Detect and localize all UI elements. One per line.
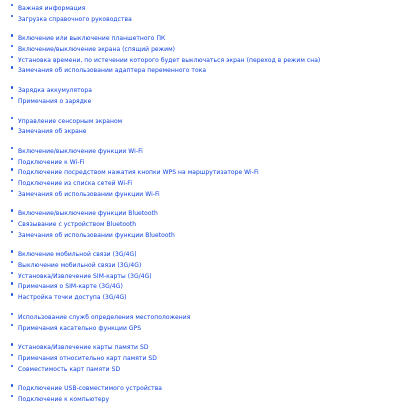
topic-link[interactable]: Замечания об использовании функции Wi-Fi xyxy=(18,190,160,198)
topic-link[interactable]: Важная информация xyxy=(18,5,86,12)
topic-link[interactable]: Установка/Извлечение SIM-карты (3G/4G) xyxy=(18,272,152,280)
bullet-icon xyxy=(11,209,13,211)
topic-group xyxy=(0,205,400,237)
topic-group xyxy=(0,82,400,103)
bullet-icon xyxy=(11,282,13,284)
list-item xyxy=(11,380,400,391)
topic-link[interactable]: Примечания о SIM-карте (3G/4G) xyxy=(18,283,123,291)
topic-link[interactable]: Примечания относительно карт памяти SD xyxy=(18,354,157,362)
bullet-icon xyxy=(11,97,13,99)
topic-link[interactable]: Установка/Извлечение карты памяти SD xyxy=(18,344,149,352)
list-item xyxy=(11,52,400,63)
list-item xyxy=(11,164,400,175)
topic-link[interactable]: Совместимость карт памяти SD xyxy=(18,365,121,373)
list-item xyxy=(11,11,400,22)
topic-link[interactable]: Включение или выключение планшетного ПК xyxy=(18,35,166,43)
bullet-icon xyxy=(11,231,13,233)
list-item xyxy=(11,361,400,372)
topic-group xyxy=(0,0,400,21)
list-item xyxy=(11,227,400,238)
list-item xyxy=(11,257,400,268)
topic-group xyxy=(0,246,400,302)
bullet-icon xyxy=(11,158,13,160)
list-item xyxy=(11,175,400,186)
bullet-icon xyxy=(11,324,13,326)
topic-link[interactable]: Включение мобильной связи (3G/4G) xyxy=(18,251,137,259)
topic-link[interactable]: Загрузка справочного руководства xyxy=(18,15,132,23)
bullet-icon xyxy=(11,384,13,386)
bullet-icon xyxy=(11,15,13,17)
topic-group xyxy=(0,309,400,330)
bullet-icon xyxy=(11,34,13,36)
bullet-icon xyxy=(11,168,13,170)
bullet-icon xyxy=(11,395,13,397)
topic-link[interactable]: Настройка точки доступа (3G/4G) xyxy=(18,294,127,302)
list-item xyxy=(11,320,400,331)
bullet-icon xyxy=(11,127,13,129)
bullet-icon xyxy=(11,86,13,88)
bullet-icon xyxy=(11,261,13,263)
list-item xyxy=(11,205,400,216)
list-item xyxy=(11,350,400,361)
list-item xyxy=(11,278,400,289)
topic-link[interactable]: Замечания об использовании функции Bluetooth xyxy=(18,231,175,239)
topic-link[interactable]: Установка времени, по истечении которого будет выключаться экран (переход в режим сна) xyxy=(18,56,321,64)
list-item xyxy=(11,391,400,402)
topic-link[interactable]: Зарядка аккумулятора xyxy=(18,87,92,95)
bullet-icon xyxy=(11,365,13,367)
topic-link[interactable]: Примечания касательно функции GPS xyxy=(18,324,142,332)
topic-link[interactable]: Включение/выключение функции Bluetooth xyxy=(18,210,158,218)
bullet-icon xyxy=(11,190,13,192)
list-item xyxy=(11,93,400,104)
list-item xyxy=(11,0,400,11)
topic-group xyxy=(0,339,400,371)
list-item xyxy=(11,216,400,227)
topic-link[interactable]: Подключение посредством нажатия кнопки WPS на маршрутизаторе Wi-Fi xyxy=(18,169,259,177)
list-item xyxy=(11,289,400,300)
bullet-icon xyxy=(11,250,13,252)
topic-link[interactable]: Выключение мобильной связи (3G/4G) xyxy=(18,262,142,270)
list-item xyxy=(11,339,400,350)
list-item xyxy=(11,186,400,197)
topic-group xyxy=(0,143,400,196)
topic-link[interactable]: Замечания об экране xyxy=(18,128,87,136)
bullet-icon xyxy=(11,147,13,149)
topic-link[interactable]: Включение/выключение экрана (спящий режим) xyxy=(18,46,176,54)
topic-group xyxy=(0,113,400,134)
bullet-icon xyxy=(11,272,13,274)
list-item xyxy=(11,41,400,52)
list-item xyxy=(11,82,400,93)
bullet-icon xyxy=(11,354,13,356)
list-item xyxy=(11,309,400,320)
bullet-icon xyxy=(11,179,13,181)
topic-link[interactable]: Управление сенсорным экраном xyxy=(18,117,123,125)
topic-link[interactable]: Подключение к компьютеру xyxy=(18,395,110,403)
bullet-icon xyxy=(11,293,13,295)
bullet-icon xyxy=(11,56,13,58)
list-item xyxy=(11,143,400,154)
topic-link[interactable]: Использование служб определения местоположения xyxy=(18,313,191,321)
topic-link[interactable]: Замечания об использовании адаптера переменного тока xyxy=(18,67,207,75)
topic-link[interactable]: Примечания о зарядке xyxy=(18,97,92,105)
bullet-icon xyxy=(11,45,13,47)
list-item xyxy=(11,268,400,279)
list-item xyxy=(11,30,400,41)
bullet-icon xyxy=(11,313,13,315)
list-item xyxy=(11,62,400,73)
topic-link[interactable]: Связывание с устройством Bluetooth xyxy=(18,221,137,228)
bullet-icon xyxy=(11,117,13,119)
topic-link[interactable]: Подключение USB-совместимого устройства xyxy=(18,385,163,393)
topic-link[interactable]: Подключение к Wi-Fi xyxy=(18,158,85,166)
topic-group xyxy=(0,30,400,73)
topic-group xyxy=(0,380,400,401)
bullet-icon xyxy=(11,343,13,345)
list-item xyxy=(11,154,400,165)
list-item xyxy=(11,246,400,257)
topic-link[interactable]: Подключение из списка сетей Wi-Fi xyxy=(18,179,133,187)
list-item xyxy=(11,123,400,134)
bullet-icon xyxy=(11,66,13,68)
list-item xyxy=(11,113,400,124)
bullet-icon xyxy=(11,220,13,222)
topic-link[interactable]: Включение/выключение функции Wi-Fi xyxy=(18,147,143,155)
bullet-icon xyxy=(11,4,13,6)
